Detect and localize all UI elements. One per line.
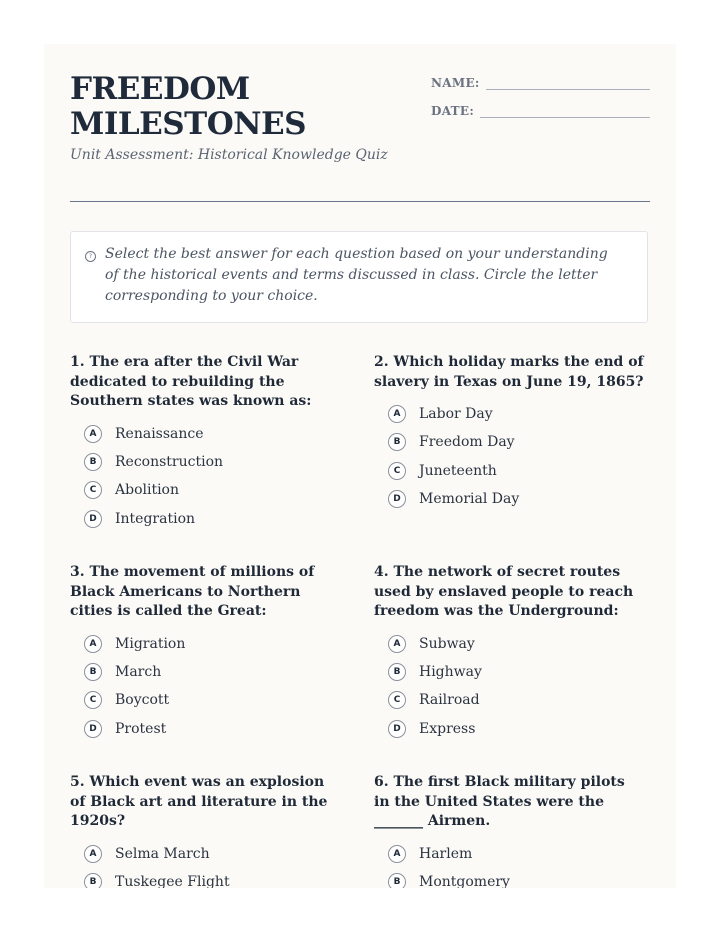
question-text: 5. Which event was an explosion of Black art and literature in the 1920s?: [70, 774, 328, 829]
option-c[interactable]: [84, 476, 340, 504]
option-letter[interactable]: A: [388, 405, 406, 423]
option-text: Selma March: [115, 845, 210, 862]
option-d[interactable]: [388, 714, 644, 742]
option-text: Express: [419, 720, 476, 737]
option-a[interactable]: [84, 840, 340, 868]
option-b[interactable]: [388, 868, 644, 888]
option-text: Harlem: [419, 845, 473, 862]
question-3: [70, 563, 340, 743]
title-line-1: FREEDOM: [70, 71, 250, 107]
question-text: 4. The network of secret routes used by enslaved people to reach freedom was the Underground:: [374, 564, 634, 619]
option-c[interactable]: [388, 457, 644, 485]
question-text: 2. Which holiday marks the end of slavery in Texas on June 19, 1865?: [374, 354, 644, 390]
option-text: Subway: [419, 635, 475, 652]
option-a[interactable]: [388, 840, 644, 868]
option-text: Juneteenth: [419, 462, 497, 479]
option-letter[interactable]: C: [388, 691, 406, 709]
option-text: Reconstruction: [115, 453, 224, 470]
option-text: Tuskegee Flight: [115, 873, 230, 888]
option-letter[interactable]: A: [84, 635, 102, 653]
option-letter[interactable]: B: [388, 433, 406, 451]
option-c[interactable]: [388, 686, 644, 714]
option-text: Abolition: [115, 482, 180, 499]
option-d[interactable]: [84, 504, 340, 532]
option-text: Protest: [115, 720, 167, 737]
option-letter[interactable]: B: [84, 663, 102, 681]
option-text: Memorial Day: [419, 491, 520, 508]
option-letter[interactable]: D: [84, 720, 102, 738]
option-letter[interactable]: D: [388, 490, 406, 508]
option-a[interactable]: [84, 420, 340, 448]
option-text: Labor Day: [419, 406, 493, 423]
option-letter[interactable]: B: [388, 873, 406, 888]
option-text: Integration: [115, 510, 196, 527]
option-letter[interactable]: C: [388, 462, 406, 480]
student-info-fields: [431, 74, 650, 130]
option-letter[interactable]: A: [388, 845, 406, 863]
option-letter[interactable]: A: [388, 635, 406, 653]
option-b[interactable]: [84, 448, 340, 476]
option-d[interactable]: [388, 485, 644, 513]
title-line-2: MILESTONES: [70, 106, 307, 142]
instructions-text: Select the best answer for each question based on your understanding of the historical events and terms discussed in class. Circle the letter corresponding to your choice.: [105, 246, 608, 304]
option-b[interactable]: [84, 868, 340, 888]
question-text: 6. The first Black military pilots in the United States were the _______ Airmen.: [374, 774, 625, 829]
option-text: Freedom Day: [419, 434, 515, 451]
question-5: [70, 773, 340, 888]
question-6: [374, 773, 644, 888]
option-letter[interactable]: C: [84, 481, 102, 499]
option-a[interactable]: [84, 630, 340, 658]
option-d[interactable]: [84, 714, 340, 742]
option-a[interactable]: [388, 400, 644, 428]
option-b[interactable]: [388, 658, 644, 686]
header-divider: [70, 201, 650, 202]
option-b[interactable]: [84, 658, 340, 686]
question-4: [374, 563, 644, 743]
question-text: 3. The movement of millions of Black Americans to Northern cities is called the Great:: [70, 564, 315, 619]
date-input-line[interactable]: [480, 103, 650, 118]
date-field: [431, 102, 650, 118]
date-label: DATE:: [431, 104, 475, 118]
question-text: 1. The era after the Civil War dedicated to rebuilding the Southern states was known as:: [70, 354, 312, 409]
option-letter[interactable]: C: [84, 691, 102, 709]
info-icon: ?: [85, 251, 96, 262]
option-text: Railroad: [419, 692, 480, 709]
page-subtitle: Unit Assessment: Historical Knowledge Quiz: [70, 147, 388, 163]
name-field: [431, 74, 650, 90]
option-c[interactable]: [84, 686, 340, 714]
instructions-box: [70, 231, 648, 323]
option-text: March: [115, 663, 162, 680]
option-letter[interactable]: A: [84, 845, 102, 863]
name-input-line[interactable]: [486, 75, 650, 90]
option-b[interactable]: [388, 428, 644, 456]
option-letter[interactable]: D: [84, 510, 102, 528]
option-text: Highway: [419, 663, 482, 680]
question-1: [70, 353, 340, 533]
option-text: Boycott: [115, 692, 170, 709]
option-letter[interactable]: B: [388, 663, 406, 681]
option-text: Renaissance: [115, 425, 204, 442]
option-a[interactable]: [388, 630, 644, 658]
option-letter[interactable]: A: [84, 425, 102, 443]
name-label: NAME:: [431, 76, 480, 90]
option-text: Migration: [115, 635, 186, 652]
option-letter[interactable]: B: [84, 873, 102, 888]
option-letter[interactable]: B: [84, 453, 102, 471]
option-text: Montgomery: [419, 873, 510, 888]
option-letter[interactable]: D: [388, 720, 406, 738]
worksheet-page: [44, 44, 676, 888]
question-2: [374, 353, 644, 513]
page-title: [70, 72, 400, 142]
